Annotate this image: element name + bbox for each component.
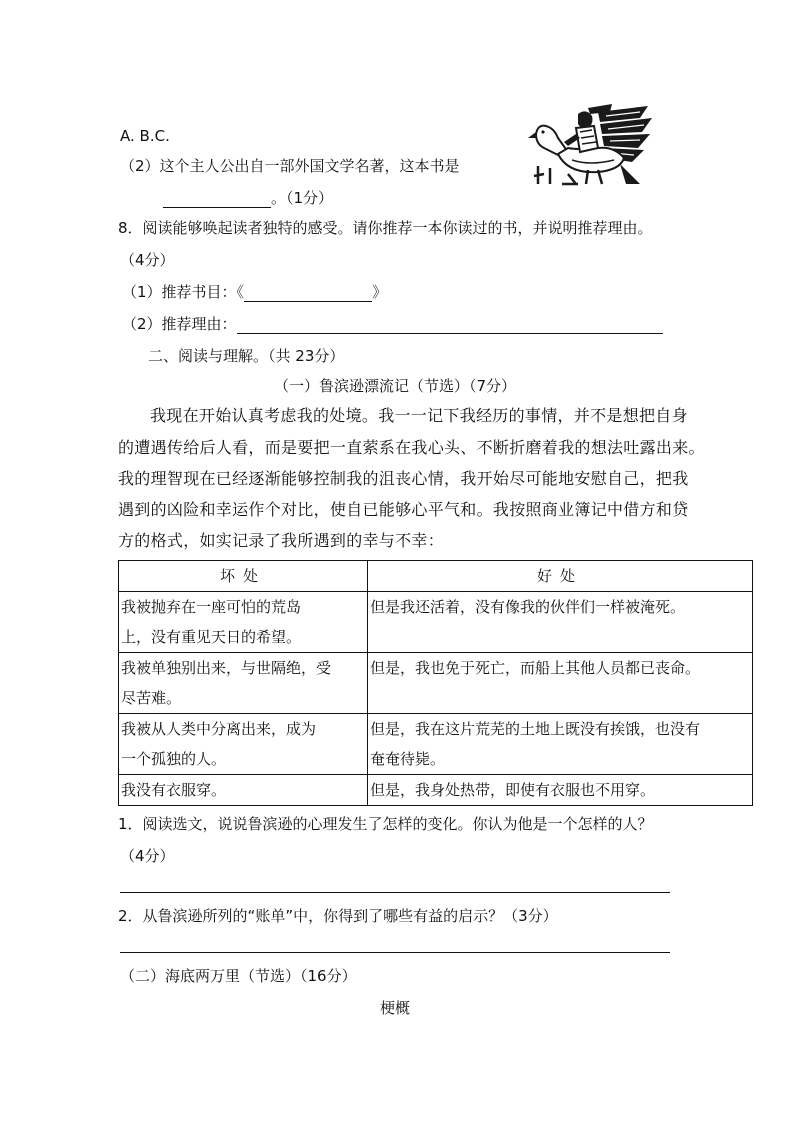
cell-bad [119, 592, 368, 653]
table-row [119, 714, 753, 775]
q8-item1 [122, 282, 387, 302]
q7-options: A. B.C. [120, 127, 170, 145]
cell-text: 一个孤独的人。 [121, 750, 227, 768]
cell-text: 尽苦难。 [121, 689, 182, 707]
q7-sub2-answer-line [163, 188, 333, 208]
q8-item1-label: （1）推荐书目： [122, 283, 237, 301]
part2-subtitle: 梗概 [380, 999, 411, 1017]
cell-text: 我没有衣服穿。 [121, 781, 227, 799]
cell-good [368, 714, 753, 775]
cell-text: 但是，我也免于死亡，而船上其他人员都已丧命。 [370, 659, 701, 677]
cell-text: 但是，我身处热带，即使有衣服也不用穿。 [370, 781, 656, 799]
cell-text: 奄奄待毙。 [370, 750, 446, 768]
q7-sub2-tail: 。（1分） [271, 189, 334, 207]
section2-heading: 二、阅读与理解。（共 23分） [148, 347, 345, 365]
cell-bad [119, 653, 368, 714]
header-bad: 坏处 [119, 561, 368, 592]
cell-text: 上，没有重见天日的希望。 [121, 628, 302, 646]
passage-line: 的遭遇传给后人看，而是要把一直萦系在我心头、不断折磨着我的想法吐露出来。 [118, 438, 705, 457]
pros-cons-table [118, 560, 753, 806]
cell-good [368, 592, 753, 653]
cell-good [368, 653, 753, 714]
table-row [119, 592, 753, 653]
cell-bad [119, 775, 368, 806]
cell-bad [119, 714, 368, 775]
passage-line: 我现在开始认真考虑我的处境。我一一记下我经历的事情，并不是想把自身 [150, 406, 688, 425]
q8-item1-close-bracket: 》 [372, 283, 388, 301]
q7-sub2-text: （2）这个主人公出自一部外国文学名著，这本书是 [120, 157, 460, 175]
q8-prompt: 8．阅读能够唤起读者独特的感受。请你推荐一本你读过的书，并说明推荐理由。 [118, 219, 653, 237]
table-row [119, 775, 753, 806]
passage-line: 我的理智现在已经逐渐能够控制我的沮丧心情，我开始尽可能地安慰自己，把我 [118, 469, 689, 488]
question-1-points: （4分） [120, 847, 175, 865]
reason-blank[interactable] [237, 317, 663, 334]
answer-line[interactable] [120, 892, 670, 893]
goose-rider-woodcut-icon [528, 104, 654, 188]
q8-item1-open-bracket: 《 [236, 283, 245, 301]
answer-blank[interactable] [163, 191, 271, 208]
answer-line[interactable] [120, 952, 670, 953]
cell-text: 但是我还活着，没有像我的伙伴们一样被淹死。 [370, 598, 686, 616]
cell-good [368, 775, 753, 806]
header-good: 好处 [368, 561, 753, 592]
table-row [119, 653, 753, 714]
book-title-blank[interactable] [244, 285, 372, 302]
table-header-row [119, 561, 753, 592]
part2-title: （二）海底两万里（节选）（16分） [120, 967, 357, 985]
q8-points: （4分） [120, 251, 175, 269]
cell-text: 我被从人类中分离出来，成为 [121, 720, 317, 738]
cell-text: 我被抛弃在一座可怕的荒岛 [121, 598, 302, 616]
q8-item2-label: （2）推荐理由： [122, 315, 237, 333]
question-2: 2．从鲁滨逊所列的“账单”中，你得到了哪些有益的启示？（3分） [118, 907, 558, 925]
passage-line: 方的格式，如实记录了我所遇到的幸与不幸： [118, 531, 445, 550]
question-1: 1．阅读选文，说说鲁滨逊的心理发生了怎样的变化。你认为他是一个怎样的人？ [118, 815, 653, 833]
cell-text: 我被单独别出来，与世隔绝，受 [121, 659, 332, 677]
cell-text: 但是，我在这片荒芜的土地上既没有挨饿，也没有 [370, 720, 701, 738]
passage-line: 遇到的凶险和幸运作个对比，使自已能够心平气和。我按照商业簿记中借方和贷 [118, 500, 689, 519]
part1-title: （一）鲁滨逊漂流记（节选）（7分） [274, 377, 517, 395]
q8-item2 [122, 314, 663, 334]
